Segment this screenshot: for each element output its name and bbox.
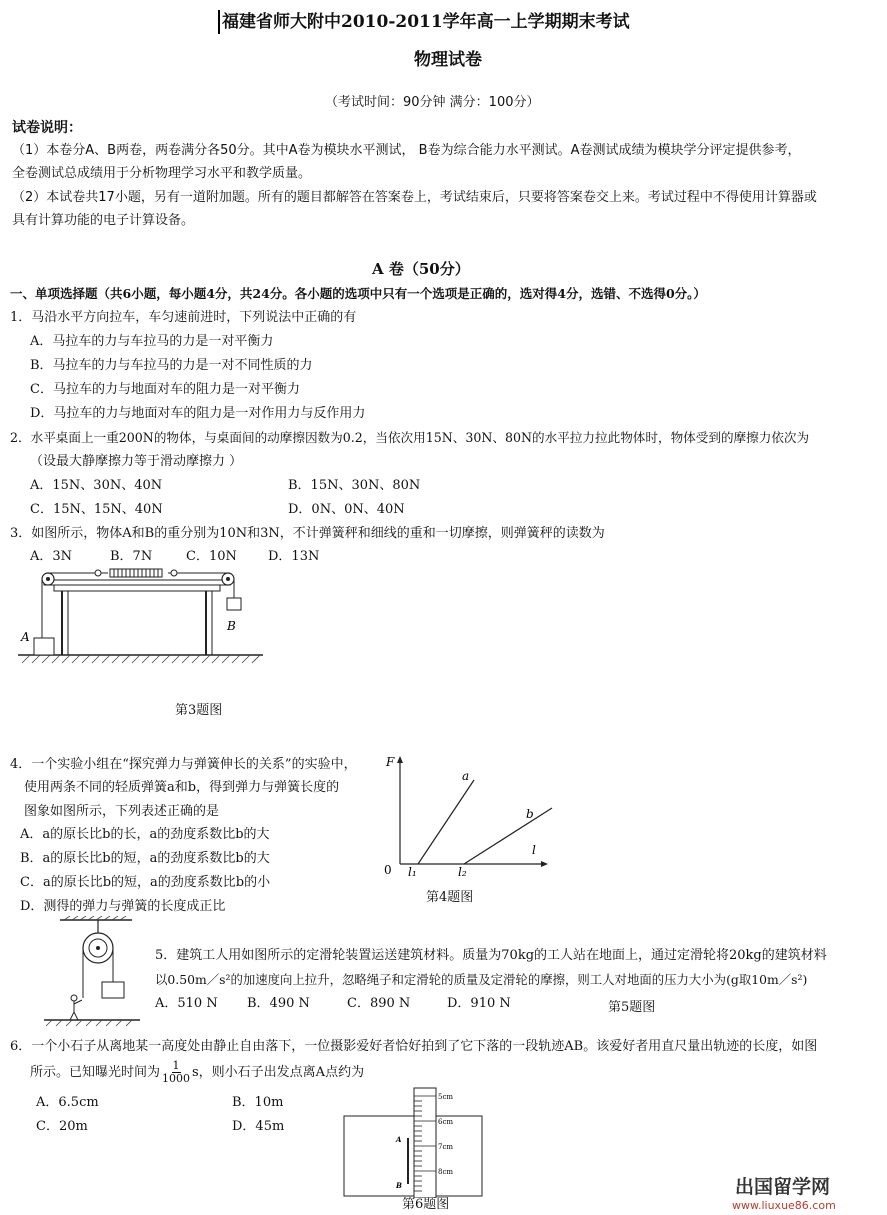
q6-label-b: B	[396, 1181, 402, 1190]
q2-option-a: A．15N、30N、40N	[30, 478, 163, 493]
q4-label-b: b	[526, 807, 534, 821]
q6-ruler-8cm: 8cm	[438, 1168, 454, 1176]
q3-option-d: D．13N	[268, 549, 320, 564]
q6-option-d: D．45m	[232, 1119, 285, 1134]
q2-stem: 2．水平桌面上一重200N的物体，与桌面间的动摩擦因数为0.2，当依次用15N、30N、80N的水平拉力拉此物体时，物体受到的摩擦力依次为	[10, 430, 810, 445]
q1-stem: 1．马沿水平方向拉车，车匀速前进时，下列说法中正确的有	[10, 310, 357, 325]
q4-line-b	[464, 808, 552, 864]
q6-fraction-num: 1	[172, 1059, 180, 1072]
q5-option-a: A．510 N	[155, 996, 218, 1011]
q6-line2-post: s，则小石子出发点离A点约为	[192, 1064, 365, 1080]
instructions-p2-line1: （2）本试卷共17小题，另有一道附加题。所有的题目都解答在答案卷上，考试结束后，只要将答案卷交上来。考试过程中不得使用计算器或	[12, 190, 817, 205]
exam-title: 福建省师大附中2010-2011学年高一上学期期末考试	[222, 12, 630, 32]
q6-caption: 第6题图	[402, 1197, 450, 1212]
q1-option-b: B．马拉车的力与车拉马的力是一对不同性质的力	[30, 358, 313, 373]
exam-subtitle: 物理试卷	[414, 50, 482, 70]
instructions-p1-line1: （1）本卷分A、B两卷，两卷满分各50分。其中A卷为模块水平测试， B卷为综合能力水平测试。A卷测试成绩为模块学分评定提供参考，	[12, 143, 801, 158]
instructions-heading: 试卷说明：	[12, 120, 82, 136]
q4-graph	[378, 752, 558, 880]
q6-fraction	[162, 1060, 190, 1085]
q6-line1: 6．一个小石子从离地某一高度处由静止自由落下，一位摄影爱好者恰好拍到了它下落的一段轨迹AB。该爱好者用直尺量出轨迹的长度，如图	[10, 1039, 818, 1054]
q6-ruler-7cm: 7cm	[438, 1143, 454, 1151]
q4-option-b: B．a的原长比b的短，a的劲度系数比b的大	[20, 851, 270, 866]
q3-option-a: A．3N	[30, 549, 73, 564]
watermark-cn: 出国留学网	[735, 1176, 831, 1198]
q5-option-b: B．490 N	[247, 996, 310, 1011]
q6-line2	[30, 1060, 364, 1085]
q4-line2: 使用两条不同的轻质弹簧a和b，得到弹力与弹簧长度的	[24, 780, 340, 795]
q6-option-a: A．6.5cm	[36, 1095, 99, 1110]
q6-figure	[342, 1086, 484, 1198]
q4-option-d: D．测得的弹力与弹簧的长度成正比	[20, 899, 226, 914]
q4-axis-f: F	[386, 755, 395, 769]
q3-figure	[18, 568, 268, 668]
q3-label-a: A	[21, 630, 30, 644]
q1-option-c: C．马拉车的力与地面对车的阻力是一对平衡力	[30, 382, 300, 397]
q4-l2: l₂	[458, 865, 467, 879]
watermark-url: www.liuxue86.com	[732, 1199, 836, 1212]
q4-option-a: A．a的原长比b的长，a的劲度系数比b的大	[20, 827, 270, 842]
q6-label-a: A	[396, 1135, 402, 1144]
instructions-p1-line2: 全卷测试总成绩用于分析物理学习水平和教学质量。	[12, 166, 312, 181]
q4-line-a	[418, 780, 474, 864]
q6-ruler-5cm: 5cm	[438, 1093, 454, 1101]
q6-line2-pre: 所示。已知曝光时间为	[30, 1064, 161, 1080]
q6-fraction-den: 1000	[162, 1072, 191, 1085]
q3-option-c: C．10N	[186, 549, 237, 564]
q4-line3: 图象如图所示，下列表述正确的是	[24, 804, 220, 819]
q3-stem: 3．如图所示，物体A和B的重分别为10N和3N，不计弹簧秤和细线的重和一切摩擦，则弹簧秤的读数为	[10, 526, 605, 541]
q4-label-a: a	[462, 769, 470, 783]
exam-info: （考试时间：90分钟 满分：100分）	[325, 95, 540, 110]
q2-option-d: D．0N、0N、40N	[288, 502, 405, 517]
instructions-p2-line2: 具有计算功能的电子计算设备。	[12, 213, 195, 228]
q6-ruler-6cm: 6cm	[438, 1118, 454, 1126]
q2-option-b: B．15N、30N、80N	[288, 478, 421, 493]
q4-line1: 4．一个实验小组在“探究弹力与弹簧伸长的关系”的实验中，	[10, 757, 357, 772]
q1-option-a: A．马拉车的力与车拉马的力是一对平衡力	[30, 334, 274, 349]
q3-caption: 第3题图	[175, 703, 223, 718]
title-cursor-bar	[218, 10, 220, 34]
q2-stem-note: （设最大静摩擦力等于滑动摩擦力 ）	[30, 454, 243, 469]
q5-line1: 5．建筑工人用如图所示的定滑轮装置运送建筑材料。质量为70kg的工人站在地面上，通过定滑轮将20kg的建筑材料	[155, 948, 827, 963]
q5-option-d: D．910 N	[447, 996, 511, 1011]
section-a-part1: 一、单项选择题（共6小题，每小题4分，共24分。各小题的选项中只有一个选项是正确的，选对得4分，选错、不选得0分。）	[10, 286, 706, 301]
q6-option-b: B．10m	[232, 1095, 284, 1110]
q6-option-c: C．20m	[36, 1119, 88, 1134]
q4-origin: 0	[384, 863, 392, 877]
q4-caption: 第4题图	[426, 890, 474, 905]
q3-option-b: B．7N	[110, 549, 153, 564]
q5-figure	[40, 916, 150, 1028]
q1-option-d: D．马拉车的力与地面对车的阻力是一对作用力与反作用力	[30, 406, 366, 421]
q5-line2: 以0.50m／s²的加速度向上拉升，忽略绳子和定滑轮的质量及定滑轮的摩擦，则工人对地面的压力大小为(g取10m／s²)	[155, 972, 808, 987]
q3-label-b: B	[227, 619, 236, 633]
q4-option-c: C．a的原长比b的短，a的劲度系数比b的小	[20, 875, 271, 890]
q4-axis-l: l	[532, 843, 536, 857]
q2-option-c: C．15N、15N、40N	[30, 502, 163, 517]
q4-l1: l₁	[408, 865, 417, 879]
q5-option-c: C．890 N	[347, 996, 411, 1011]
q5-caption: 第5题图	[608, 1000, 656, 1015]
section-a-title: A 卷（50分）	[372, 260, 470, 278]
